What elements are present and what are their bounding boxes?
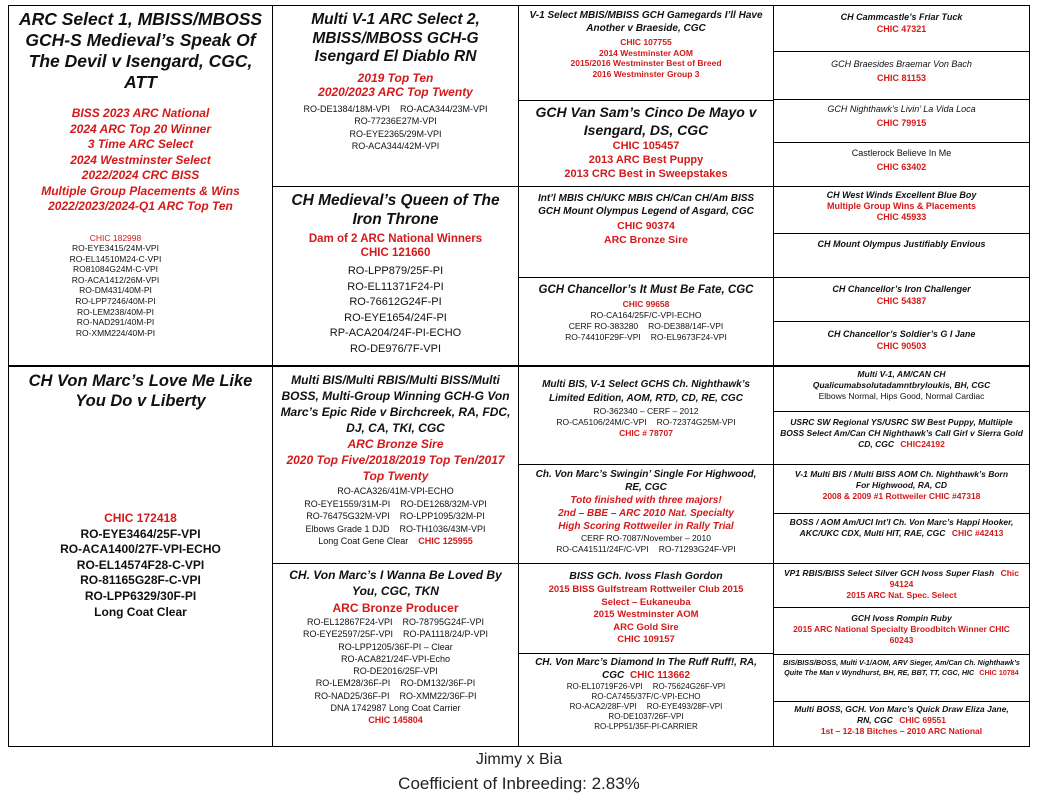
- sire-name: ARC Select 1, MBISS/MBOSS GCH-S Medieval’s Speak Of The Devil v Isengard, CGC, ATT: [18, 9, 263, 92]
- title-line: 2nd – BBE – ARC 2010 Nat. Specialty: [558, 508, 734, 519]
- dam-health: [9, 511, 272, 620]
- g3-dds-name: BISS GCh. Ivoss Flash Gordon: [569, 570, 723, 582]
- health-line: RO-DE1384/18M-VPI: [303, 103, 390, 114]
- g4-name: BIS/BISS/BOSS, Multi V-1/AOM, ARV Sieger, Am/Can Ch. Nighthawk’s Quite The Man v Wyndhurst, BH, RE, BBT, TT, CGC, HIC: [783, 658, 1020, 677]
- health-line: RO-LPP6329/30F-PI: [84, 588, 197, 603]
- dam-dam-health: [273, 616, 518, 727]
- g4-box: [773, 464, 1030, 514]
- title-line: ARC Gold Sire: [613, 621, 679, 633]
- title-line: ARC Bronze Sire: [347, 437, 444, 451]
- title-line: ARC Bronze Producer: [332, 601, 459, 615]
- g4-title: 2015 ARC Nat. Spec. Select: [846, 590, 957, 600]
- g4-name: CH Chancellor’s Soldier’s G I Jane: [827, 329, 976, 339]
- health-line: RO-LPP1205/36F-PI – Clear: [338, 641, 453, 652]
- g4-name: Castlerock Believe In Me: [851, 148, 952, 158]
- g3-sss-box: [518, 5, 774, 101]
- health-line: RO-EYE1654/24F-PI: [344, 311, 447, 324]
- health-line: RO81084G24M-C-VPI: [72, 264, 159, 275]
- g4-chic: CHIC 90503: [876, 341, 927, 351]
- g4-chic: CHIC 47321: [876, 24, 927, 34]
- g3-ddd-name: CH. Von Marc’s Diamond In The Ruff Ruff!, RA, CGC: [535, 657, 757, 681]
- health-line: RO-CA164/25F/C-VPI-ECHO: [590, 310, 702, 320]
- g3-sdd-box: [518, 277, 774, 366]
- health-line: RO-ACA326/41M-VPI-ECHO: [337, 486, 454, 496]
- g4-name: V-1 Multi BIS / Multi BISS AOM Ch. Nighthawk’s Born For Highwood, RA, CD: [794, 469, 1009, 490]
- health-line: CERF RO-383280: [568, 321, 639, 331]
- g4-chic: CHIC 63402: [876, 162, 927, 172]
- g4-title: 2015 ARC National Specialty Broodbitch Winner CHIC 60243: [793, 624, 1010, 645]
- sire-dam-box: [272, 186, 519, 366]
- health-line: RO-EYE493/28F-VPI: [646, 702, 723, 711]
- health-line: RO-DE976/7F-VPI: [349, 342, 442, 355]
- g4-chic: CHIC #42413: [951, 528, 1004, 538]
- health-line: RO-EL14574F28-C-VPI: [76, 557, 205, 572]
- dam-sire-name: Multi BIS/Multi RBIS/Multi BISS/Multi BOSS, Multi-Group Winning GCH-G Von Marc’s Epic Ride v Birchcreek, RA, FDC, DJ, CA, TKI, CGC: [280, 373, 511, 435]
- g3-dds-box: [518, 563, 774, 654]
- g4-chic: CHIC24192: [900, 439, 945, 449]
- coi-label: Coefficient of Inbreeding: 2.83%: [398, 774, 640, 793]
- g4-title: 1st – 12-18 Bitches – 2010 ARC National: [820, 726, 983, 736]
- title-line: 2014 Westminster AOM: [598, 47, 693, 58]
- g3-sds-name: Int’l MBIS CH/UKC MBIS CH/Can CH/Am BISS GCH Mount Olympus Legend of Asgard, CGC: [537, 193, 755, 217]
- g4-name: Multi V-1, AM/CAN CH Qualicumabsolutadamntbryloukis, BH, CGC: [812, 369, 991, 390]
- health-line: RO-LEM28/36F-PI: [315, 678, 391, 689]
- sire-title: 2024 Westminster Select: [70, 152, 211, 167]
- g4-name: BOSS / AOM Am/UCI Int’l Ch. Von Marc’s Happi Hooker, AKC/UKC CDX, Multi HIT, RAE, CGC: [789, 517, 1014, 538]
- health-line: RO-EYE2597/25F-VPI: [302, 629, 393, 640]
- health-line: RO-NAD25/36F-PI: [314, 690, 390, 701]
- health-line: RO-78795G24F-VPI: [402, 617, 485, 627]
- dam-chic: CHIC 172418: [104, 511, 177, 525]
- g4-name: GCH Nighthawk’s Livin’ La Vida Loca: [827, 104, 976, 114]
- sire-box: [8, 5, 273, 366]
- title-line: 2013 CRC Best in Sweepstakes: [564, 168, 728, 180]
- health-line: RO-LPP879/25F-PI: [347, 265, 444, 277]
- g4-box: [773, 51, 1030, 100]
- health-line: RO-LPP7246/40M-PI: [75, 296, 156, 307]
- health-line: RO-EYE2365/29M-VPI: [349, 128, 442, 139]
- health-line: RO-XMM22/36F-PI: [399, 690, 477, 701]
- health-line: RO-LEM238/40M-PI: [77, 306, 154, 317]
- sire-sire-health: [273, 103, 518, 153]
- health-line: RO-NAD291/40M-PI: [76, 317, 155, 328]
- health-line: RO-81165G28F-C-VPI: [80, 573, 201, 588]
- health-line: RO-CA7455/37F/C-VPI-ECHO: [591, 692, 701, 701]
- g3-ssd-name: GCH Van Sam’s Cinco De Mayo v Isengard, DS, CGC: [535, 104, 757, 138]
- g4-box: [773, 411, 1030, 465]
- sire-title: 2024 ARC Top 20 Winner: [69, 121, 212, 136]
- health-line: RO-DE1268/32M-VPI: [400, 498, 487, 509]
- sire-dam-chic: CHIC 121660: [360, 247, 431, 259]
- health-line: RO-ACA2/28F-VPI: [569, 702, 637, 711]
- g3-sss-chic: CHIC 107755: [620, 37, 672, 47]
- g3-sds-chic: CHIC 90374: [617, 220, 675, 232]
- dam-box: [8, 366, 273, 747]
- title-line: 2015 Westminster AOM: [593, 609, 699, 620]
- g3-sss-name: V-1 Select MBIS/MBISS GCH Gamegards I’ll Have Another v Braeside, CGC: [529, 10, 763, 34]
- g3-ssd-box: [518, 100, 774, 187]
- g4-name: CH Cammcastle’s Friar Tuck: [840, 12, 963, 22]
- g3-sdd-chic: CHIC 99658: [622, 299, 670, 309]
- title-line: 2020/2023 ARC Top Twenty: [318, 84, 473, 99]
- health-line: Elbows Grade 1 DJD: [305, 523, 390, 534]
- g4-box: [773, 99, 1030, 143]
- dam-sire-box: [272, 366, 519, 564]
- health-line: RO-CA5106/24M/C-VPI: [556, 417, 647, 427]
- sire-title: Multiple Group Placements & Wins: [41, 183, 240, 198]
- g3-ddd-chic: CHIC 113662: [629, 669, 691, 681]
- g4-title: 2008 & 2009 #1 Rottweiler CHIC #47318: [822, 491, 981, 501]
- g3-dss-chic: CHIC # 78707: [619, 428, 673, 438]
- health-line: Long Coat Clear: [94, 604, 187, 619]
- g3-ddd-box: [518, 653, 774, 747]
- health-line: RO-71293G24F-VPI: [658, 543, 736, 554]
- g4-box: [773, 142, 1030, 187]
- g4-box: [773, 654, 1030, 702]
- health-line: RO-76612G24F-PI: [349, 296, 442, 308]
- health-line: RO-EYE3464/25F-VPI: [80, 526, 201, 541]
- health-line: Long Coat Gene Clear: [318, 536, 409, 546]
- g3-dsd-box: [518, 464, 774, 564]
- health-line: RO-DE388/14F-VPI: [648, 321, 724, 331]
- sire-title: BISS 2023 ARC National: [71, 106, 210, 120]
- g4-box: [773, 701, 1030, 747]
- dam-sire-chic: CHIC 125955: [418, 536, 473, 546]
- health-line: RO-75624G26F-VPI: [652, 682, 726, 691]
- sire-sire-box: [272, 5, 519, 187]
- title-line: High Scoring Rottweiler in Rally Trial: [558, 521, 734, 532]
- g4-chic: CHIC 81153: [876, 73, 927, 83]
- health-line: CERF RO-7087/November – 2010: [581, 533, 711, 543]
- health-line: RO-DM431/40M-PI: [79, 285, 152, 296]
- g4-name: GCH Braesides Braemar Von Bach: [831, 59, 972, 69]
- title-line: 2013 ARC Best Puppy: [588, 154, 704, 166]
- g4-name: Multi BOSS, GCH. Von Marc’s Quick Draw Eliza Jane, RN, CGC: [794, 704, 1009, 725]
- health-line: RO-77236E27M-VPI: [354, 116, 437, 126]
- health-line: RO-72374G25M-VPI: [656, 417, 736, 427]
- sire-dam-name: CH Medieval’s Queen of The Iron Throne: [291, 192, 500, 228]
- g4-name: CH Chancellor’s Iron Challenger: [832, 284, 971, 294]
- title-line: 2019 Top Ten: [357, 70, 434, 85]
- health-line: RO-ACA344/23M-VPI: [400, 103, 488, 114]
- health-line: RO-ACA1412/26M-VPI: [71, 274, 160, 285]
- sire-title: 3 Time ARC Select: [87, 137, 194, 151]
- sire-chic: CHIC 182998: [89, 232, 142, 243]
- title-line: 2015 BISS Gulfstream Rottweiler Club 2015 Select – Eukaneuba: [548, 584, 744, 608]
- health-line: RO-DE1037/26F-VPI: [608, 712, 684, 721]
- dam-sire-health: [273, 485, 518, 548]
- g3-dss-box: [518, 366, 774, 465]
- health-line: RO-EL14510M24-C-VPI: [69, 253, 162, 264]
- g4-box: [773, 563, 1030, 608]
- health-line: RO-76475G32M-VPI: [306, 511, 390, 521]
- dam-name: CH Von Marc’s Love Me Like You Do v Liberty: [28, 372, 253, 410]
- health-line: RO-LPP1095/32M-PI: [399, 511, 485, 521]
- pairing-label: Jimmy x Bia: [475, 751, 563, 768]
- dam-dam-chic: CHIC 145804: [368, 715, 423, 726]
- health-line: RO-DM132/36F-PI: [400, 678, 476, 689]
- title-line: 2015/2016 Westminster Best of Breed: [570, 58, 722, 69]
- health-line: RO-TH1036/43M-VPI: [399, 523, 486, 534]
- health-line: RO-EL11371F24-PI: [347, 280, 444, 293]
- health-line: RO-ACA821/24F-VPI-Echo: [340, 653, 451, 664]
- health-line: DNA 1742987 Long Coat Carrier: [330, 703, 461, 714]
- g4-box: [773, 321, 1030, 366]
- title-line: 2016 Westminster Group 3: [592, 68, 700, 79]
- g4-chic: CHIC 45933: [876, 212, 927, 222]
- health-line: RO-74410F29F-VPI: [565, 332, 641, 342]
- g4-name: CH Mount Olympus Justifiably Envious: [817, 239, 986, 249]
- g4-chic: CHIC 10784: [979, 668, 1019, 677]
- title-line: ARC Bronze Sire: [603, 234, 688, 246]
- g4-box: [773, 366, 1030, 412]
- g4-name: GCH Ivoss Rompin Ruby: [851, 613, 952, 623]
- sire-health: [9, 233, 272, 339]
- health-line: RO-EL9673F24-VPI: [650, 332, 727, 342]
- g3-sds-box: [518, 186, 774, 278]
- health-line: RO-EYE1559/31M-PI: [304, 498, 391, 509]
- g4-chic: CHIC 79915: [876, 118, 927, 128]
- g4-name: CH West Winds Excellent Blue Boy: [826, 190, 977, 200]
- health-line: RO-ACA344/42M-VPI: [351, 141, 440, 151]
- health-line: RO-DE2016/25F-VPI: [353, 666, 438, 677]
- g3-dsd-name: Ch. Von Marc’s Swingin’ Single For Highwood, RE, CGC: [535, 469, 757, 493]
- g4-name: VP1 RBIS/BISS Select Silver GCH Ivoss Super Flash: [784, 568, 995, 578]
- g4-box: [773, 277, 1030, 322]
- dam-dam-name: CH. Von Marc’s I Wanna Be Loved By You, CGC, TKN: [289, 568, 502, 598]
- health-line: RO-EYE3415/24M-VPI: [72, 243, 159, 254]
- title-line: 2020 Top Five/2018/2019 Top Ten/2017 Top Twenty: [286, 453, 505, 483]
- g3-ssd-chic: CHIC 105457: [612, 140, 680, 152]
- g3-dds-chic: CHIC 109157: [617, 634, 675, 645]
- health-line: RO-EL12867F24-VPI: [306, 617, 393, 627]
- g3-sdd-name: GCH Chancellor’s It Must Be Fate, CGC: [538, 284, 754, 296]
- health-line: RO-PA1118/24/P-VPI: [403, 629, 489, 640]
- g4-chic: CHIC 54387: [876, 296, 927, 306]
- health-line: RO-CA41511/24F/C-VPI: [556, 543, 649, 554]
- health-line: RP-ACA204/24F-PI-ECHO: [329, 327, 462, 339]
- sire-dam-health: [273, 264, 518, 357]
- title-line: Dam of 2 ARC National Winners: [308, 233, 483, 245]
- g4-box: [773, 513, 1030, 564]
- health-line: RO-XMM224/40M-PI: [75, 327, 156, 338]
- sire-sire-name: Multi V-1 ARC Select 2, MBISS/MBOSS GCH-G Isengard El Diablo RN: [311, 11, 480, 65]
- g3-dss-name: Multi BIS, V-1 Select GCHS Ch. Nighthawk’s Limited Edition, AOM, RTD, CD, RE, CGC: [542, 379, 750, 404]
- sire-titles: [9, 106, 272, 215]
- g4-chic: CHIC 69551: [899, 715, 947, 725]
- health-line: RO-ACA1400/27F-VPI-ECHO: [60, 542, 221, 557]
- g4-name: USRC SW Regional YS/USRC SW Best Puppy, Multiiple BOSS Select Am/Can CH Nighthawk’s Call Girl v Sierra Gold CD, CGC: [780, 417, 1023, 449]
- sire-title: 2022/2024 CRC BISS: [81, 168, 200, 182]
- g4-title: Multiple Group Wins & Placements: [827, 201, 976, 211]
- g4-box: [773, 186, 1030, 234]
- health-line: RO-LPP51/35F-PI-CARRIER: [594, 722, 698, 731]
- g4-health: Elbows Normal, Hips Good, Normal Cardiac: [818, 391, 985, 401]
- g4-box: [773, 607, 1030, 655]
- title-line: Toto finished with three majors!: [570, 495, 722, 506]
- sire-title: 2022/2023/2024-Q1 ARC Top Ten: [48, 199, 233, 213]
- dam-dam-box: [272, 563, 519, 747]
- health-line: RO-EL10719F26-VPI: [566, 682, 643, 691]
- health-line: RO-362340 – CERF – 2012: [593, 406, 699, 416]
- g4-box: [773, 233, 1030, 278]
- g4-box: [773, 5, 1030, 52]
- g4-chic: Chic 94124: [889, 568, 1020, 589]
